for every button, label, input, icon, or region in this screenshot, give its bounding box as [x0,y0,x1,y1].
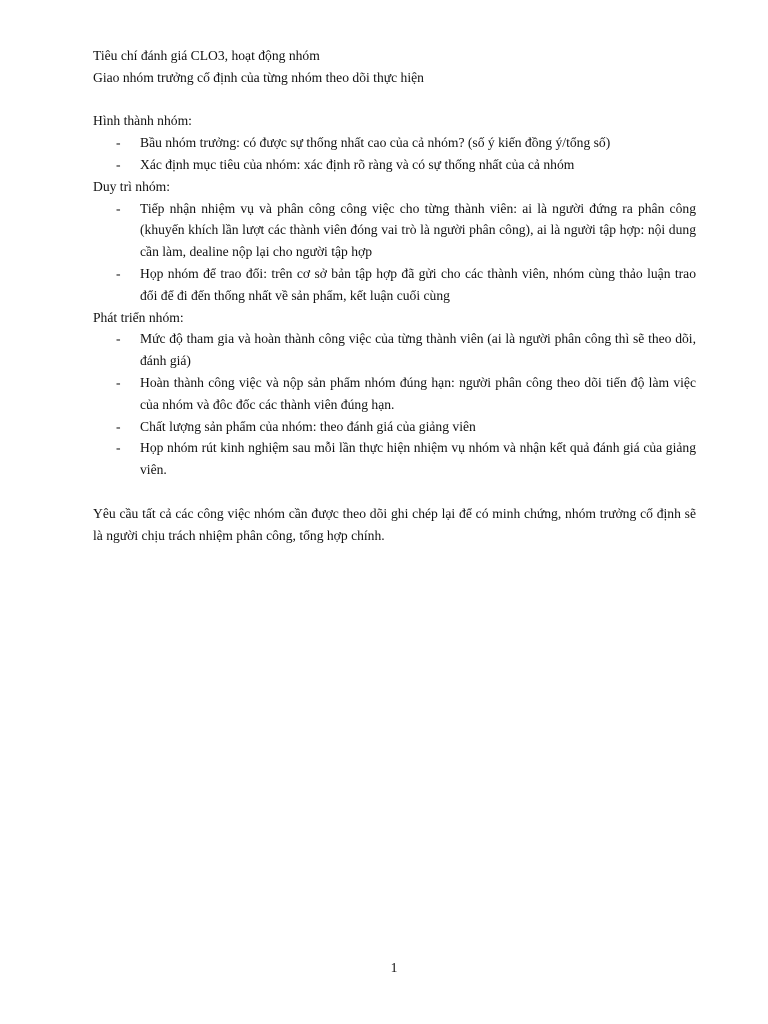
list-item [93,263,696,307]
section-heading-hinh-thanh-nhom: Hình thành nhóm: [93,113,192,129]
bullet-dash: - [116,156,121,172]
list-item [93,198,696,263]
list-item [93,328,696,372]
list-item [93,154,696,176]
bullet-dash: - [116,265,121,281]
list-item-text: Tiếp nhận nhiệm vụ và phân công công việc cho từng thành viên: ai là người đứng ra phân công (khuyến khích lần lượt các thành viên đóng vai trò là người phân công), ai là người tập hợp: nội dung cần làm, dealine nộp lại cho người tập hợp [140,200,696,260]
bullet-list-duy-tri-nhom [93,198,696,307]
list-item-text: Mức độ tham gia và hoàn thành công việc của từng thành viên (ai là người phân công thì sẽ theo dõi, đánh giá) [140,331,696,369]
list-item [93,437,696,481]
bullet-dash: - [116,200,121,216]
document-subtitle: Giao nhóm trưởng cố định của từng nhóm theo dõi thực hiện [93,69,424,85]
closing-paragraph: Yêu cầu tất cả các công việc nhóm cần được theo dõi ghi chép lại để có minh chứng, nhóm trưởng cố định sẽ là người chịu trách nhiệm phân công, tổng hợp chính. [93,505,696,543]
list-item-text: Hoàn thành công việc và nộp sản phẩm nhóm đúng hạn: người phân công theo dõi tiến độ làm việc của nhóm và đôc đốc các thành viên đúng hạn. [140,374,696,412]
bullet-list-phat-trien-nhom [93,328,696,481]
list-item-text: Xác định mục tiêu của nhóm: xác định rõ ràng và có sự thống nhất của cả nhóm [140,156,575,172]
bullet-dash: - [116,440,121,456]
blank-line [93,481,696,503]
section-heading-duy-tri-nhom: Duy trì nhóm: [93,178,171,194]
list-item-text: Bầu nhóm trưởng: có được sự thống nhất cao của cả nhóm? (số ý kiến đồng ý/tổng số) [140,135,611,151]
list-item-text: Họp nhóm rút kinh nghiệm sau mỗi lần thực hiện nhiệm vụ nhóm và nhận kết quả đánh giá của giảng viên. [140,440,696,478]
document-body [93,45,696,546]
bullet-dash: - [116,418,121,434]
list-item [93,416,696,438]
bullet-dash: - [116,135,121,151]
list-item-text: Họp nhóm để trao đổi: trên cơ sở bản tập hợp đã gửi cho các thành viên, nhóm cùng thảo luận trao đổi để đi đến thống nhất về sản phẩm, kết luận cuối cùng [140,265,696,303]
bullet-dash: - [116,374,121,390]
list-item-text: Chất lượng sản phẩm của nhóm: theo đánh giá của giảng viên [140,418,476,434]
bullet-dash: - [116,331,121,347]
blank-line [93,89,696,111]
bullet-list-hinh-thanh-nhom [93,132,696,176]
list-item [93,132,696,154]
document-title: Tiêu chí đánh giá CLO3, hoạt động nhóm [93,48,320,63]
page-number: 1 [390,960,398,975]
list-item [93,372,696,416]
section-heading-phat-trien-nhom: Phát triển nhóm: [93,309,184,325]
